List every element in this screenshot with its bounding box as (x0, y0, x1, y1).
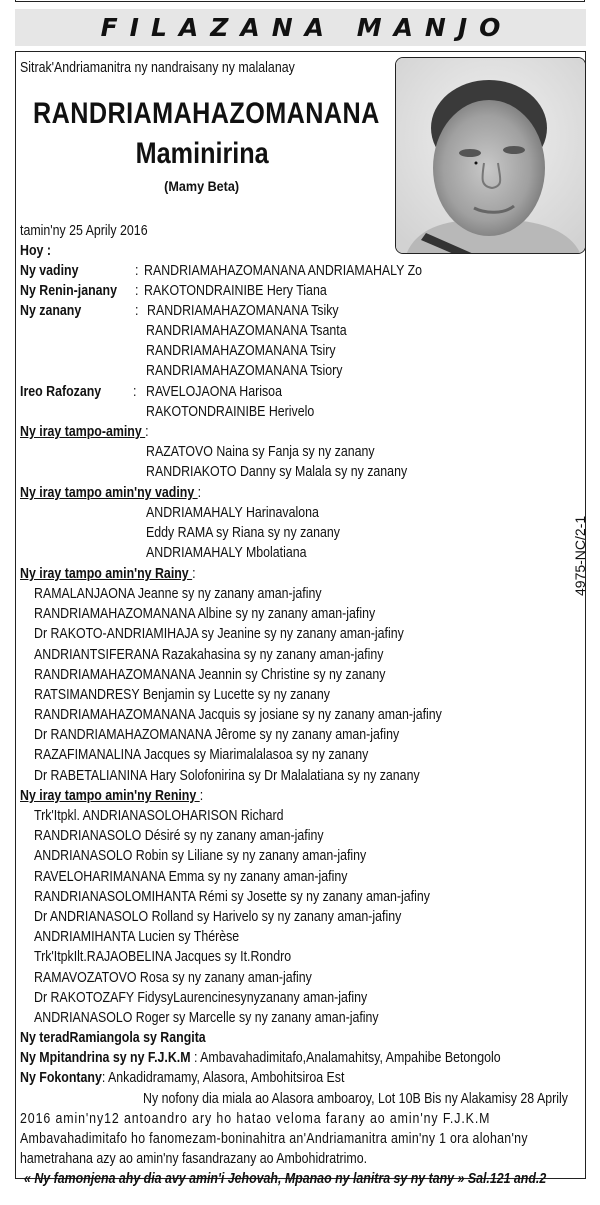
list-item: Trk'ItpkIlt.RAJAOBELINA Jacques sy It.Rondro (34, 949, 292, 965)
list-item: RANDRIAMAHAZOMANANA Albine sy ny zanany aman-jafiny (34, 606, 376, 622)
list-item: RAZATOVO Naina sy Fanja sy ny zanany (146, 444, 375, 460)
list-item: ANDRIAMAHALY Mbolatiana (146, 545, 307, 561)
terad-line: Ny teradRamiangola sy Rangita (20, 1030, 206, 1046)
list-item: Dr RAKOTOZAFY FidysyLaurencinesynyzanany aman-jafiny (34, 990, 368, 1006)
zanany-name: RANDRIAMAHAZOMANANA Tsiory (146, 363, 343, 379)
list-item: RANDRIAMAHAZOMANANA Jeannin sy Christine sy ny zanany (34, 667, 386, 683)
paragraph-line: Ambavahadimitafo ho fanomezam-boninahitra an'Andriamanitra amin'ny 1 ora alohan'ny (20, 1131, 528, 1147)
deceased-nickname: (Mamy Beta) (164, 178, 240, 194)
ad-reference-code: 4975-NC/2-1 (572, 515, 588, 596)
list-item: RAZAFIMANALINA Jacques sy Miarimalalasoa sy ny zanany (34, 747, 369, 763)
list-item: RAMALANJAONA Jeanne sy ny zanany aman-jafiny (34, 586, 322, 602)
list-item: Eddy RAMA sy Riana sy ny zanany (146, 525, 340, 541)
group-heading-reniny: Ny iray tampo amin'ny Reniny : (20, 788, 204, 804)
list-item: RATSIMANDRESY Benjamin sy Lucette sy ny zanany (34, 687, 331, 703)
portrait-icon (396, 58, 586, 254)
list-item: RANDRIANASOLO Désiré sy ny zanany aman-jafiny (34, 828, 324, 844)
paragraph-line: hametrahana azy ao amin'ny fasandrazany ao Ambohidratrimo. (20, 1151, 368, 1167)
renin-janany-name: RAKOTONDRAINIBE Hery Tiana (144, 283, 327, 299)
rafozany-name: RAVELOJAONA Harisoa (146, 384, 282, 400)
list-item: Dr RABETALIANINA Hary Solofonirina sy Dr Malalatiana sy ny zanany (34, 768, 420, 784)
list-item: Trk'Itpkl. ANDRIANASOLOHARISON Richard (34, 808, 284, 824)
page-title: FILAZANA MANJO (100, 13, 513, 42)
intro-text: Sitrak'Andriamanitra ny nandraisany ny malalanay (20, 60, 295, 76)
list-item: Dr RANDRIAMAHAZOMANANA Jêrome sy ny zanany aman-jafiny (34, 727, 400, 743)
list-item: Dr ANDRIANASOLO Rolland sy Harivelo sy ny zanany aman-jafiny (34, 909, 402, 925)
vadiny-colon: : (135, 263, 139, 279)
paragraph-line: 2016 amin'ny12 antoandro ary ho hatao veloma farany ao amin'ny F.J.K.M (20, 1111, 491, 1127)
zanany-name: RANDRIAMAHAZOMANANA Tsanta (146, 323, 347, 339)
group-heading-vadiny: Ny iray tampo amin'ny vadiny : (20, 485, 202, 501)
list-item: ANDRIANASOLO Roger sy Marcelle sy ny zanany aman-jafiny (34, 1010, 379, 1026)
list-item: Dr RAKOTO-ANDRIAMIHAJA sy Jeanine sy ny zanany aman-jafiny (34, 626, 404, 642)
vadiny-label: Ny vadiny (20, 263, 79, 279)
zanany-label: Ny zanany (20, 303, 82, 319)
mpitandrina-line: Ny Mpitandrina sy ny F.J.K.M : Ambavahadimitafo,Analamahitsy, Ampahibe Betongolo (20, 1050, 501, 1066)
list-item: ANDRIAMAHALY Harinavalona (146, 505, 319, 521)
list-item: ANDRIAMIHANTA Lucien sy Thérèse (34, 929, 240, 945)
list-item: RAMAVOZATOVO Rosa sy ny zanany aman-jafiny (34, 970, 312, 986)
renin-janany-label: Ny Renin-janany (20, 283, 117, 299)
zanany-name: RANDRIAMAHAZOMANANA Tsiky (147, 303, 339, 319)
date-line: tamin'ny 25 Aprily 2016 (20, 223, 148, 239)
list-item: RAVELOHARIMANANA Emma sy ny zanany aman-jafiny (34, 869, 348, 885)
bible-quote: « Ny famonjena ahy dia avy amin'i Jehovah, Mpanao ny lanitra sy ny tany » Sal.121 and.2 (24, 1171, 547, 1187)
list-item: RANDRIAMAHAZOMANANA Jacquis sy josiane sy ny zanany aman-jafiny (34, 707, 442, 723)
deceased-surname: RANDRIAMAHAZOMANANA (33, 97, 380, 130)
group-heading-rainy: Ny iray tampo amin'ny Rainy : (20, 566, 196, 582)
renin-janany-colon: : (135, 283, 139, 299)
paragraph-line: Ny nofony dia miala ao Alasora amboaroy, Lot 10B Bis ny Alakamisy 28 Aprily (143, 1091, 568, 1107)
rafozany-colon: : (133, 384, 137, 400)
list-item: RANDRIANASOLOMIHANTA Rémi sy Josette sy ny zanany aman-jafiny (34, 889, 430, 905)
deceased-first-name: Maminirina (135, 137, 269, 170)
zanany-colon: : (135, 303, 139, 319)
list-item: RANDRIAKOTO Danny sy Malala sy ny zanany (146, 464, 408, 480)
portrait-photo (395, 57, 586, 254)
rafozany-label: Ireo Rafozany (20, 384, 102, 400)
rafozany-name: RAKOTONDRAINIBE Herivelo (146, 404, 315, 420)
previous-notice-border (15, 0, 585, 2)
fokontany-line: Ny Fokontany: Ankadidramamy, Alasora, Ambohitsiroa Est (20, 1070, 345, 1086)
vadiny-name: RANDRIAMAHAZOMANANA ANDRIAMAHALY Zo (144, 263, 423, 279)
hoy-label: Hoy : (20, 243, 51, 259)
zanany-name: RANDRIAMAHAZOMANANA Tsiry (146, 343, 336, 359)
group-heading-tampo-aminy: Ny iray tampo-aminy : (20, 424, 149, 440)
list-item: ANDRIANTSIFERANA Razakahasina sy ny zanany aman-jafiny (34, 647, 384, 663)
list-item: ANDRIANASOLO Robin sy Liliane sy ny zanany aman-jafiny (34, 848, 367, 864)
header-banner (15, 9, 586, 46)
